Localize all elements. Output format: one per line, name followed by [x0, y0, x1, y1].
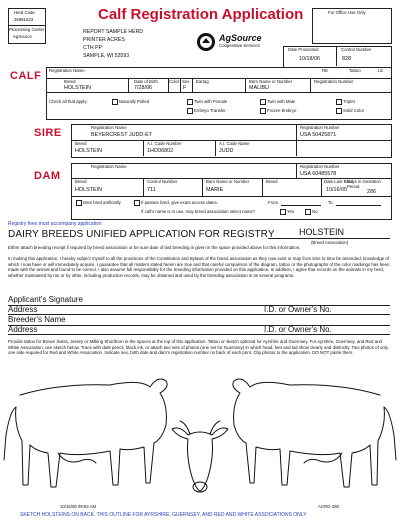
dam-breed-label: Breed	[75, 179, 87, 184]
sire-regnum-label: Registration Number	[300, 125, 340, 130]
calf-breed-value: HOLSTEIN	[64, 85, 91, 91]
dam-breed2-label: Breed	[266, 179, 278, 184]
frozen-embryo-checkbox[interactable]	[260, 108, 266, 114]
twin-female-label: Twin with Female	[194, 99, 228, 104]
calf-breed-label: Breed	[64, 79, 76, 84]
calf-eartag-label: Eartag	[196, 79, 209, 84]
office-use-label: For Office Use Only	[328, 10, 366, 15]
dam-gestation-value: 286	[367, 189, 376, 195]
triplet-label: Triplet	[343, 99, 355, 104]
pasture-bred-label: If pasture bred, give exact access dates.	[141, 200, 218, 205]
id-1-label: I.D. or Owner's No.	[264, 305, 332, 314]
sire-section-label: SIRE	[34, 127, 62, 139]
dam-regnum-value: USA 60485578	[300, 171, 337, 177]
embryo-transfer-checkbox[interactable]	[187, 108, 193, 114]
calf-reg-name-label: Registration Name	[49, 68, 85, 73]
processing-center-value: AgSource	[13, 34, 32, 39]
twin-female-checkbox[interactable]	[187, 99, 193, 105]
calf-barn-label: Barn Name or Number	[249, 79, 293, 84]
calf-re-label: RE	[322, 68, 328, 73]
brand-name: AgSource	[219, 33, 262, 43]
address-line-2: PRINTER ACRES	[83, 37, 125, 43]
twin-male-label: Twin with Male	[267, 99, 296, 104]
address-line-1: REPORT SAMPLE HERD	[83, 29, 144, 35]
calf-section-label: CALF	[10, 70, 42, 82]
dam-gestation-label: Days in Gestation Period	[347, 179, 381, 189]
herd-code-label: Herd Code	[14, 10, 35, 15]
bred-artificially-checkbox[interactable]	[76, 200, 82, 206]
calf-le-label: LE	[378, 68, 384, 73]
applicant-signature-label: Applicant's Signature	[8, 295, 83, 304]
sire-breed-value: HOLSTEIN	[75, 148, 102, 154]
calf-sex-label: Sex	[182, 79, 190, 84]
receipt-paragraph: Either attach breeding receipt if required by breed association or be sure date of last breeding is given in the space provided above for this information.	[8, 245, 301, 250]
calf-barn-value: MALIBU	[249, 85, 270, 91]
dam-reg-name-label: Registration Name	[91, 164, 127, 169]
sire-regnum-value: USA 50425871	[300, 132, 337, 138]
address-line-3: CTH PP	[83, 45, 103, 51]
dam-date-bred-value: 10/16/05	[326, 187, 347, 193]
control-number-label: Control Number	[341, 47, 372, 52]
bred-artificially-label: Dam bred artificially	[83, 200, 121, 205]
twin-male-checkbox[interactable]	[260, 99, 266, 105]
form-title: Calf Registration Application	[98, 6, 304, 23]
address-2-label: Address	[8, 325, 38, 334]
cow-outline-sketch	[0, 365, 400, 510]
to-label: To	[328, 200, 333, 205]
polled-checkbox[interactable]	[112, 99, 118, 105]
sketch-footer-note: SKETCH HOLSTEINS ON BACK. THIS OUTLINE FOR AYRSHIRE, GUERNSEY, AND RED AND WHITE ASSOCIATIONS ONLY	[20, 512, 307, 518]
fees-notice: Registry fees must accompany application	[8, 221, 102, 227]
herd-code-value: 35991623	[14, 17, 34, 22]
sire-ai-name-label: A.I. Code Name	[219, 141, 250, 146]
dam-barn-label: Barn Name or Number	[206, 179, 250, 184]
dam-section-label: DAM	[34, 170, 61, 182]
dam-control-label: Control Number	[147, 179, 178, 184]
address-line-4: SAMPLE, WI 53593	[83, 53, 130, 59]
sire-breed-label: Breed	[75, 141, 87, 146]
calf-color-label: Color	[169, 79, 180, 84]
control-number-value: 828	[342, 56, 351, 62]
solid-color-label: Solid Color	[343, 108, 365, 113]
calf-dob-value: 7/28/06	[134, 85, 152, 91]
no-label: No	[312, 209, 318, 214]
dam-breed-value: HOLSTEIN	[75, 187, 102, 193]
breed-association-label: (Breed Association)	[311, 240, 349, 245]
sire-ai-code-label: A.I. Code Number	[147, 141, 182, 146]
calf-sex-value: F	[183, 85, 187, 91]
embryo-transfer-label: Embryo Transfer	[194, 108, 226, 113]
date-processed-value: 10/18/06	[299, 56, 320, 62]
form-code: ACRG-280	[318, 504, 340, 509]
calf-name-question: If calf's name is in use, may breed association select name?	[141, 209, 256, 214]
polled-label: Naturally Polled	[119, 99, 150, 104]
calf-regnum-label: Registration Number	[314, 79, 354, 84]
triplet-checkbox[interactable]	[336, 99, 342, 105]
sire-reg-name-label: Registration Name	[91, 125, 127, 130]
agsource-logo-icon	[196, 32, 216, 52]
frozen-embryo-label: Frozen Embryo	[267, 108, 297, 113]
sketch-instructions: Provide tattoo for Brown Swiss, Jersey or Milking Shorthorn in the spaces at the top of this application. Tattoo or sketch optional for Ayrshire and Guernsey. For Ayrshire, Guernsey, and Red and White Association, use sketch below. Trace with dark pencil, black ink, or attach two sets of photos (one set for Guernsey) in which head, feet and tail show clearly and distinctly. Two photos of only one side required for Red and White Association. Indicate sex, birth date and dam's registration number on back of each print. Clip photos to the application. DO NOT paste them.	[8, 339, 389, 355]
address-1-label: Address	[8, 305, 38, 314]
timestamp: 10/16/06 09:53 AM	[60, 504, 97, 509]
unified-title: DAIRY BREEDS UNIFIED APPLICATION FOR REGISTRY	[8, 229, 275, 240]
pasture-bred-checkbox[interactable]	[134, 200, 140, 206]
dam-control-value: 711	[147, 187, 156, 193]
sire-ai-name-value: JUDD	[219, 148, 234, 154]
sire-ai-code-value: 1HO06802	[147, 148, 174, 154]
agreement-paragraph: In making this application, I hereby subject myself to all the provisions of the Constitution and Bylaws of the breed association as they now exist or may from time to time be amended, knowledge of which I now have or will immediately acquire. I guarantee that all matters stated herein are true and that careful comparison of the diagram, tattoo or the photographs of the color markings has been made with the animal and found to be correct. I also assume full responsibility for the breeding information provided on this application. In addition, I agree that records on the animals in my herd, whether maintained by me or by other, including production records, may be obtained and used by the breeding association in its several programs.	[8, 256, 390, 278]
dam-date-bred-label: Date Last Bred	[324, 179, 353, 184]
no-checkbox[interactable]	[305, 209, 311, 215]
from-label: From	[268, 200, 279, 205]
dam-barn-value: MARIE	[206, 187, 224, 193]
processing-center-label: Processing Center	[9, 27, 45, 32]
check-all-label: Check all that apply:	[49, 99, 88, 104]
yes-label: Yes	[287, 209, 295, 214]
calf-dob-label: Date of Birth	[134, 79, 158, 84]
dam-regnum-label: Registration Number	[300, 164, 340, 169]
id-2-label: I.D. or Owner's No.	[264, 325, 332, 334]
yes-checkbox[interactable]	[280, 209, 286, 215]
brand-sub: Cooperative Services	[219, 43, 260, 48]
calf-tattoo-label: Tattoo	[349, 68, 361, 73]
breed-value: HOLSTEIN	[299, 227, 345, 237]
sire-reg-name-value: BEYERCREST JUDD-ET	[91, 132, 153, 138]
breeder-name-label: Breeder's Name	[8, 315, 66, 324]
solid-color-checkbox[interactable]	[336, 108, 342, 114]
date-processed-label: Date Processed	[288, 47, 319, 52]
